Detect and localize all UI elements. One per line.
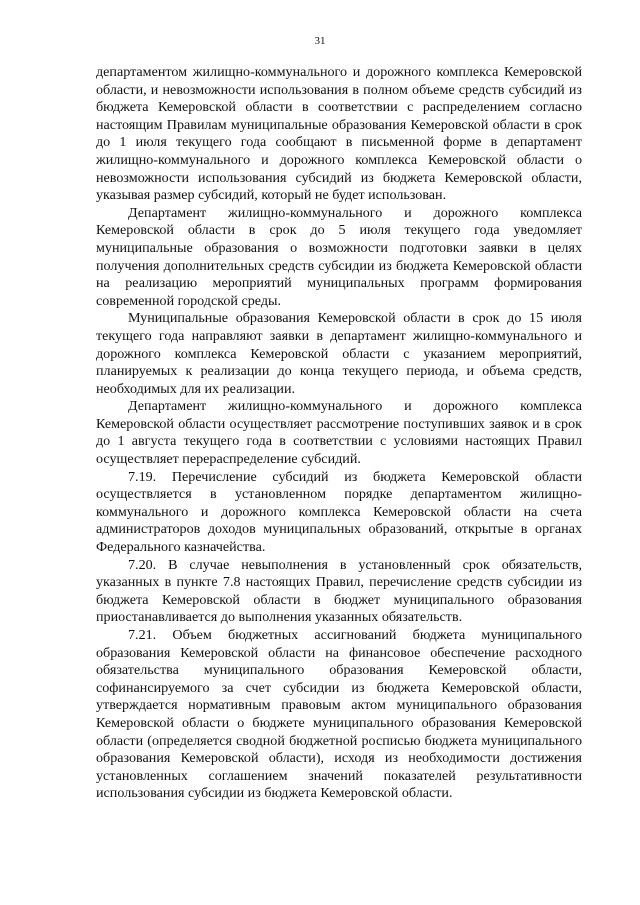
- paragraph-applications: Муниципальные образования Кемеровской области в срок до 15 июля текущего года направляют заявки в департамент жилищно-коммунального и дорожного комплекса Кемеровской области с указанием мероприятий, планируемых к реализации до конца текущего периода, и объема средств, необходимых для их реализации.: [96, 310, 582, 397]
- paragraph-redistribution: Департамент жилищно-коммунального и дорожного комплекса Кемеровской области осуществляет рассмотрение поступивших заявок и в срок до 1 августа текущего года в соответствии с условиями настоящих Правил осуществляет перераспределение субсидий.: [96, 398, 582, 468]
- paragraph-notification: Департамент жилищно-коммунального и дорожного комплекса Кемеровской области в срок до 5 июля текущего года уведомляет муниципальные образования о возможности подготовки заявки в целях получения дополнительных средств субсидии из бюджета Кемеровской области на реализацию мероприятий муниципальных программ формирования современной городской среды.: [96, 204, 582, 309]
- page-number: 31: [314, 35, 326, 47]
- paragraph-7-21: 7.21. Объем бюджетных ассигнований бюджета муниципального образования Кемеровской области на финансовое обеспечение расходного обязательства муниципального образования Кемеровской области, софинансируемого за счет субсидии из бюджета Кемеровской области, утверждается нормативным правовым актом муниципального образования Кемеровской области о бюджете муниципального образования Кемеровской области (определяется сводной бюджетной росписью бюджета муниципального образования Кемеровской области), исходя из необходимости достижения установленных соглашением значений показателей результативности использования субсидии из бюджета Кемеровской области.: [96, 627, 582, 802]
- body-text: [96, 64, 582, 803]
- paragraph-7-20: 7.20. В случае невыполнения в установленный срок обязательств, указанных в пункте 7.8 настоящих Правил, перечисление средств субсидии из бюджета Кемеровской области в бюджет муниципального образования приостанавливается до выполнения указанных обязательств.: [96, 556, 582, 626]
- paragraph-continuation: департаментом жилищно-коммунального и дорожного комплекса Кемеровской области, и невозможности использования в полном объеме средств субсидий из бюджета Кемеровской области в соответствии с распределением согласно настоящим Правилам муниципальные образования Кемеровской области в срок до 1 июля текущего года сообщают в письменной форме в департамент жилищно-коммунального и дорожного комплекса Кемеровской области о невозможности использования субсидий из бюджета Кемеровской области, указывая размер субсидий, который не будет использован.: [96, 64, 582, 204]
- paragraph-7-19: 7.19. Перечисление субсидий из бюджета Кемеровской области осуществляется в установленном порядке департаментом жилищно-коммунального и дорожного комплекса Кемеровской области на счета администраторов доходов муниципальных образований, открытые в органах Федерального казначейства.: [96, 468, 582, 556]
